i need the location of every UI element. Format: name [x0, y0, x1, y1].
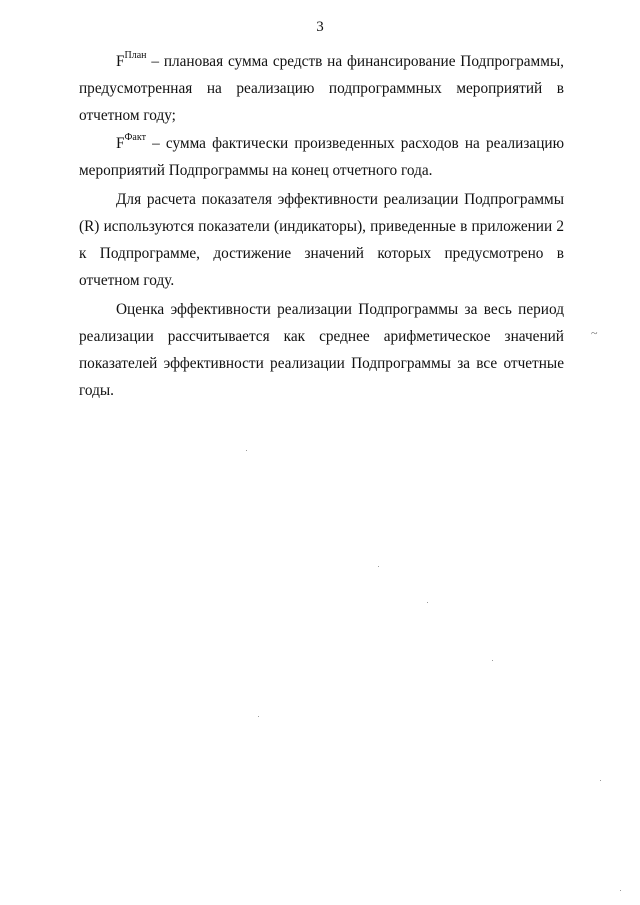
scan-speck: [258, 716, 259, 717]
superscript-fact: Факт: [124, 131, 146, 143]
scan-speck: [427, 602, 428, 603]
paragraph-indicator-r: Для расчета показателя эффективности реализации Подпрограммы (R) используются показатели (индикаторы), приведенные в приложении 2 к Подпрограмме, достижение значений которых предусмотрено в отчетном году.: [79, 191, 564, 289]
paragraph-f-fact: [79, 130, 564, 184]
superscript-plan: План: [124, 49, 147, 61]
symbol-f: F: [116, 135, 125, 152]
scan-speck: [492, 660, 493, 661]
paragraph-text: – сумма фактически произведенных расходов на реализацию мероприятий Подпрограммы на конец отчетного года.: [79, 135, 564, 179]
scan-speck: [378, 566, 379, 567]
scan-speck: [246, 450, 247, 451]
scan-speck: [600, 780, 601, 781]
symbol-f: F: [116, 53, 125, 70]
page-number: 3: [316, 19, 324, 35]
document-body: [79, 48, 564, 404]
margin-mark: ~: [591, 326, 598, 340]
paragraph-f-plan: [79, 48, 564, 129]
paragraph-efficiency-assessment: Оценка эффективности реализации Подпрограммы за весь период реализации рассчитывается как среднее арифметическое значений показателей эффективности реализации Подпрограммы за все отчетные годы.: [79, 301, 564, 399]
paragraph-text: – плановая сумма средств на финансирование Подпрограммы, предусмотренная на реализацию подпрограммных мероприятий в отчетном году;: [79, 53, 564, 124]
scan-speck: [620, 890, 621, 891]
